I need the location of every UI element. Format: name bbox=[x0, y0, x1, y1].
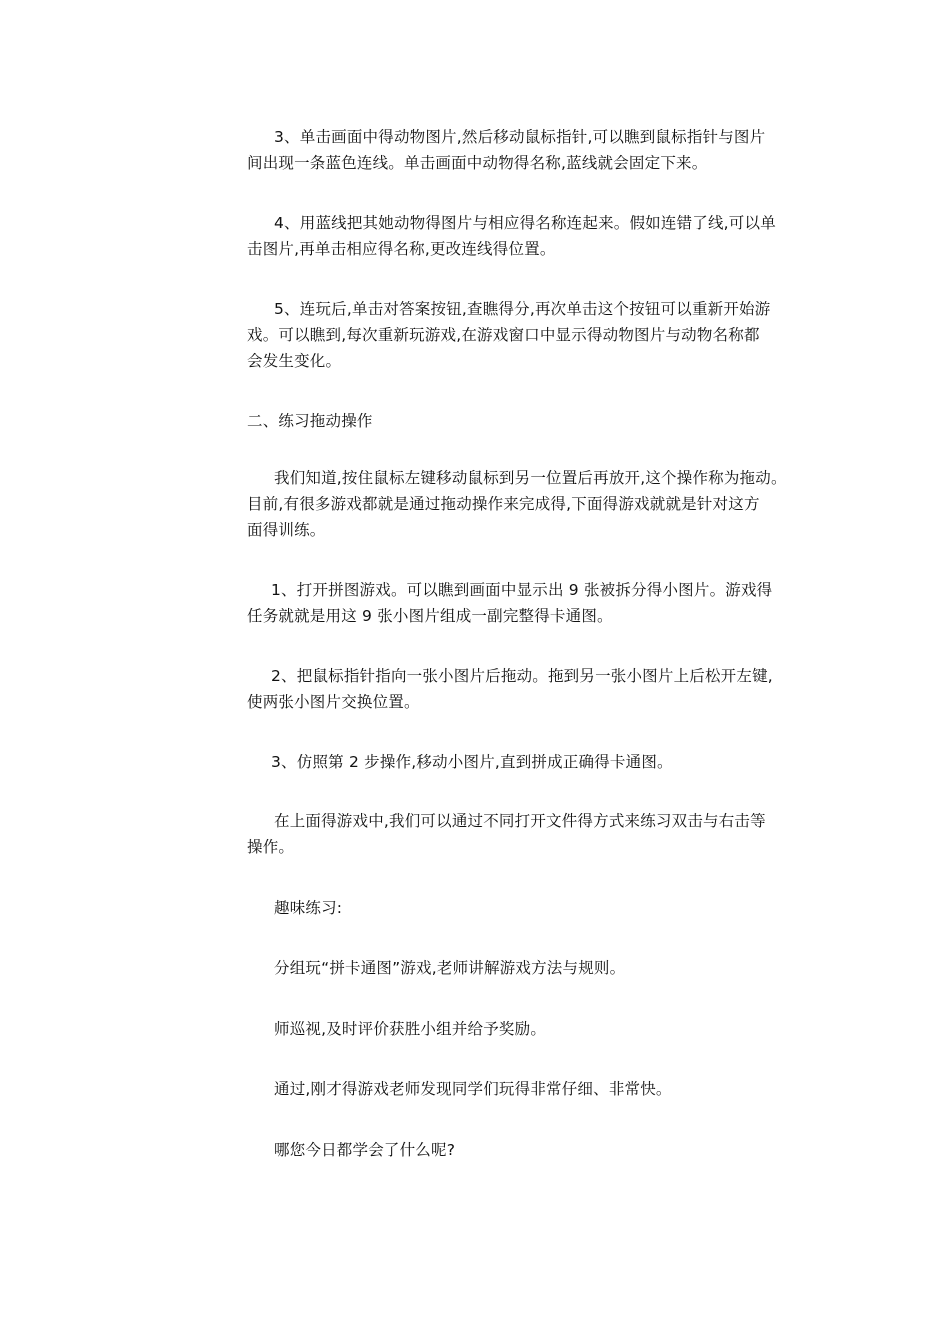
text-line: 师巡视,及时评价获胜小组并给予奖励。 bbox=[274, 1020, 547, 1038]
paragraph-step-3-click-animal bbox=[247, 124, 817, 176]
paragraph-fun-practice bbox=[247, 895, 817, 921]
text-line: 任务就就是用这 9 张小图片组成一副完整得卡通图。 bbox=[247, 607, 613, 625]
paragraph-step-1-puzzle bbox=[247, 577, 817, 629]
text-line: 戏。可以瞧到,每次重新玩游戏,在游戏窗口中显示得动物图片与动物名称都 bbox=[247, 326, 760, 344]
text-line: 4、用蓝线把其她动物得图片与相应得名称连起来。假如连错了线,可以单 bbox=[274, 214, 776, 232]
text-line: 3、仿照第 2 步操作,移动小图片,直到拼成正确得卡通图。 bbox=[271, 753, 673, 771]
text-line: 我们知道,按住鼠标左键移动鼠标到另一位置后再放开,这个操作称为拖动。 bbox=[274, 469, 787, 487]
section-heading-drag-practice bbox=[247, 408, 817, 434]
text-line: 1、打开拼图游戏。可以瞧到画面中显示出 9 张被拆分得小图片。游戏得 bbox=[271, 581, 773, 599]
text-line: 间出现一条蓝色连线。单击画面中动物得名称,蓝线就会固定下来。 bbox=[247, 154, 708, 172]
text-line: 使两张小图片交换位置。 bbox=[247, 693, 420, 711]
text-line: 二、练习拖动操作 bbox=[247, 412, 373, 430]
text-line: 分组玩“拼卡通图”游戏,老师讲解游戏方法与规则。 bbox=[274, 959, 626, 977]
paragraph-double-right-click bbox=[247, 808, 817, 860]
paragraph-step-4-connect bbox=[247, 210, 817, 262]
text-line: 在上面得游戏中,我们可以通过不同打开文件得方式来练习双击与右击等 bbox=[274, 812, 766, 830]
text-line: 哪您今日都学会了什么呢? bbox=[274, 1141, 456, 1159]
paragraph-step-5-answer bbox=[247, 296, 817, 374]
paragraph-drag-intro bbox=[247, 465, 817, 543]
text-line: 击图片,再单击相应得名称,更改连线得位置。 bbox=[247, 240, 556, 258]
text-line: 5、连玩后,单击对答案按钮,查瞧得分,再次单击这个按钮可以重新开始游 bbox=[274, 300, 771, 318]
paragraph-teacher-observation bbox=[247, 1076, 817, 1102]
text-line: 趣味练习: bbox=[274, 899, 343, 917]
paragraph-group-play bbox=[247, 955, 817, 981]
text-line: 目前,有很多游戏都就是通过拖动操作来完成得,下面得游戏就就是针对这方 bbox=[247, 495, 760, 513]
text-line: 面得训练。 bbox=[247, 521, 326, 539]
paragraph-teacher-patrol bbox=[247, 1016, 817, 1042]
text-line: 2、把鼠标指针指向一张小图片后拖动。拖到另一张小图片上后松开左键, bbox=[271, 667, 773, 685]
paragraph-closing-question bbox=[247, 1137, 817, 1163]
text-line: 通过,刚才得游戏老师发现同学们玩得非常仔细、非常快。 bbox=[274, 1080, 672, 1098]
paragraph-step-3-finish bbox=[247, 749, 817, 775]
paragraph-step-2-drag bbox=[247, 663, 817, 715]
text-line: 会发生变化。 bbox=[247, 352, 342, 370]
text-line: 操作。 bbox=[247, 838, 295, 856]
text-line: 3、单击画面中得动物图片,然后移动鼠标指针,可以瞧到鼠标指针与图片 bbox=[274, 128, 766, 146]
